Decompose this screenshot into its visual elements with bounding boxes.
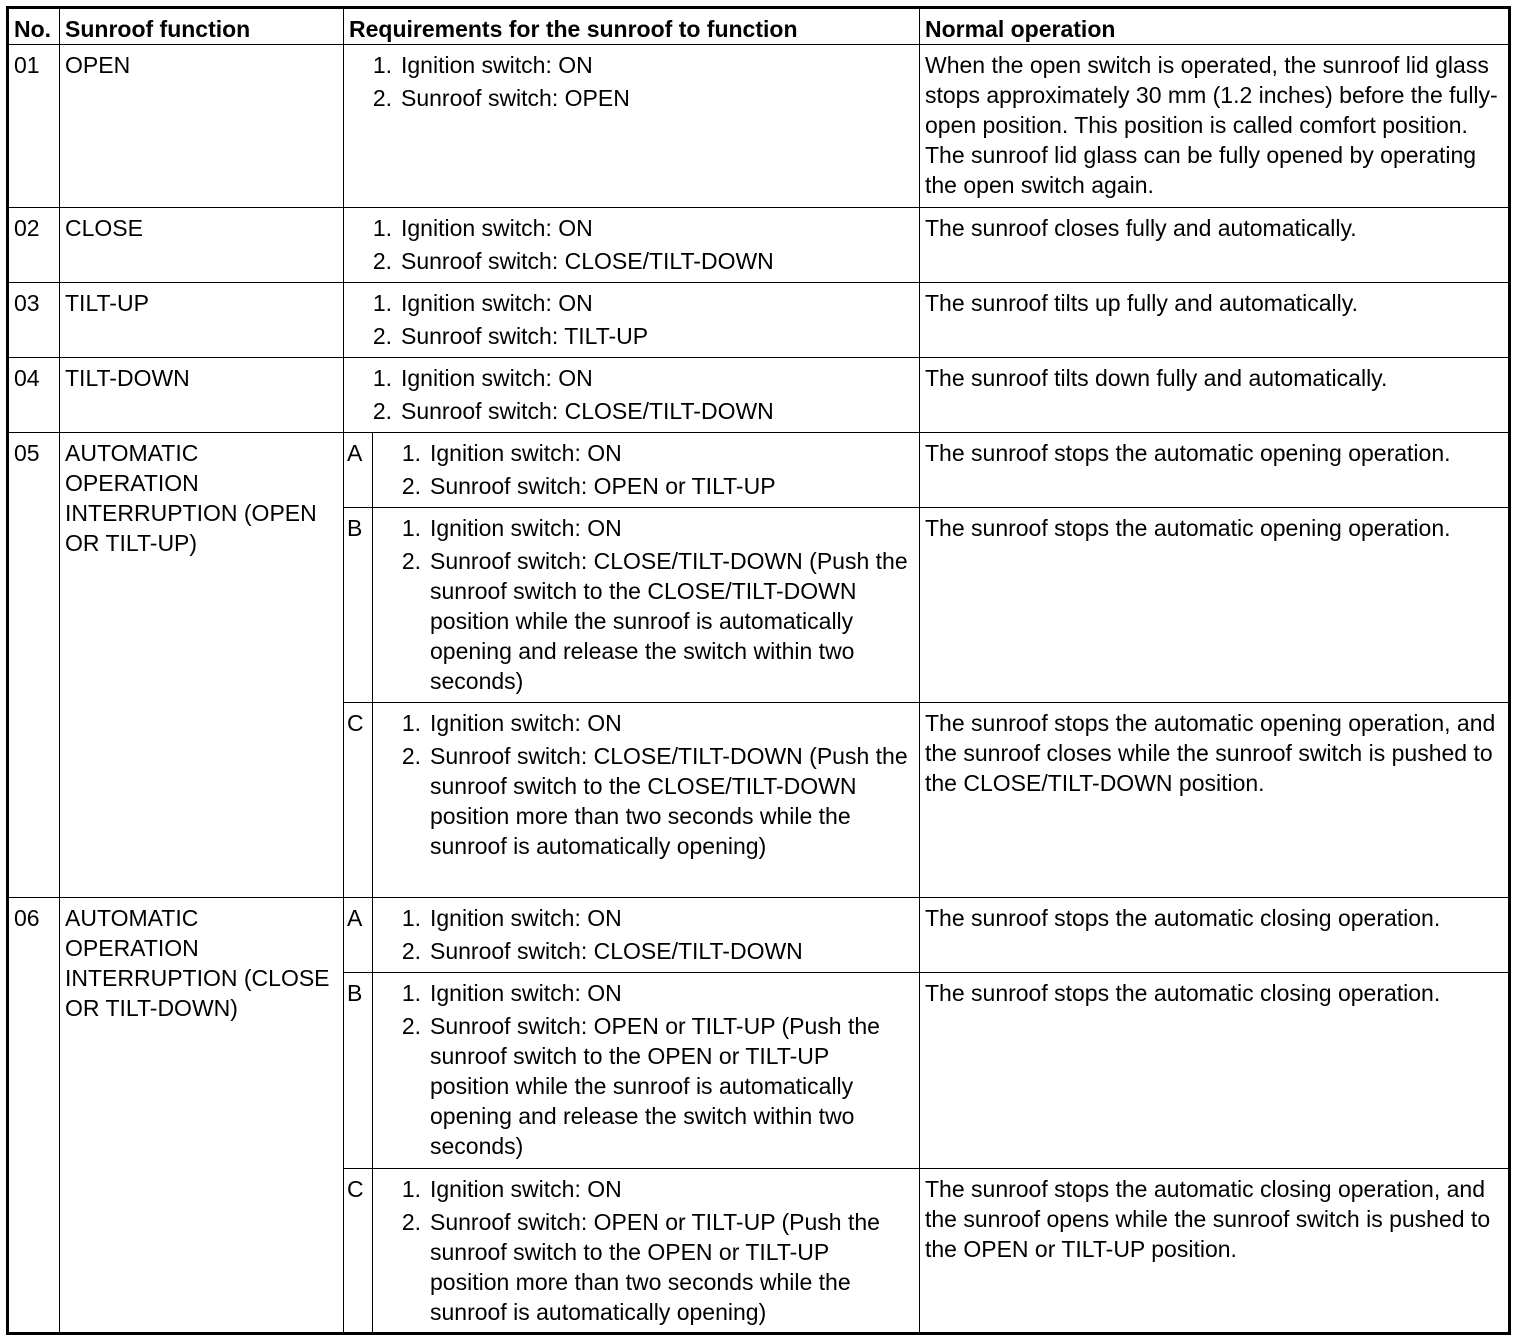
sunroof-function-table xyxy=(6,6,1511,1335)
case-letter: A xyxy=(344,433,373,508)
function-name: AUTOMATIC OPERATION INTERRUPTION (OPEN OR TILT-UP) xyxy=(60,433,344,898)
requirements-cell xyxy=(373,703,920,898)
requirement-item: 2. Sunroof switch: CLOSE/TILT-DOWN (Push the sunroof switch to the CLOSE/TILT-DOWN position while the sunroof is automatically opening and release the switch within two seconds) xyxy=(401,548,908,694)
row-number: 05 xyxy=(8,433,60,898)
row-number: 04 xyxy=(8,358,60,433)
header-requirements: Requirements for the sunroof to function xyxy=(344,8,920,45)
requirement-item: 1. Ignition switch: ON xyxy=(372,290,593,316)
requirement-item: 1. Ignition switch: ON xyxy=(401,710,622,736)
requirement-item: 2. Sunroof switch: CLOSE/TILT-DOWN xyxy=(372,248,774,274)
normal-operation: The sunroof stops the automatic closing operation, and the sunroof opens while the sunroof switch is pushed to the OPEN or TILT-UP position. xyxy=(920,1169,1510,1334)
normal-operation: The sunroof stops the automatic opening operation. xyxy=(920,433,1510,508)
function-name: OPEN xyxy=(60,45,344,208)
requirement-item: 1. Ignition switch: ON xyxy=(401,440,622,466)
requirement-item: 1. Ignition switch: ON xyxy=(372,52,593,78)
row-number: 03 xyxy=(8,283,60,358)
requirement-item: 2. Sunroof switch: CLOSE/TILT-DOWN (Push the sunroof switch to the CLOSE/TILT-DOWN position more than two seconds while the sunroof is automatically opening) xyxy=(401,743,908,859)
requirement-item: 1. Ignition switch: ON xyxy=(372,365,593,391)
requirements-list xyxy=(387,978,914,1161)
header-sunroof-function: Sunroof function xyxy=(60,8,344,45)
requirements-list xyxy=(387,903,914,966)
requirement-item: 1. Ignition switch: ON xyxy=(401,905,622,931)
requirements-cell xyxy=(344,283,920,358)
table-row xyxy=(8,358,1510,433)
function-name: TILT-DOWN xyxy=(60,358,344,433)
case-letter: B xyxy=(344,973,373,1169)
requirement-item: 2. Sunroof switch: CLOSE/TILT-DOWN xyxy=(401,938,803,964)
case-letter: B xyxy=(344,508,373,703)
requirements-cell xyxy=(344,45,920,208)
requirement-item: 2. Sunroof switch: CLOSE/TILT-DOWN xyxy=(372,398,774,424)
requirements-list xyxy=(358,363,914,426)
requirements-list xyxy=(358,213,914,276)
requirements-list xyxy=(387,708,914,861)
function-name: AUTOMATIC OPERATION INTERRUPTION (CLOSE OR TILT-DOWN) xyxy=(60,898,344,1334)
normal-operation: The sunroof tilts down fully and automatically. xyxy=(920,358,1510,433)
normal-operation: The sunroof closes fully and automatically. xyxy=(920,208,1510,283)
normal-operation: The sunroof stops the automatic opening operation, and the sunroof closes while the sunroof switch is pushed to the CLOSE/TILT-DOWN position. xyxy=(920,703,1510,898)
case-letter: C xyxy=(344,703,373,898)
requirement-item: 2. Sunroof switch: OPEN or TILT-UP (Push the sunroof switch to the OPEN or TILT-UP position more than two seconds while the sunroof is automatically opening) xyxy=(401,1209,880,1325)
requirements-list xyxy=(387,1174,914,1327)
requirement-item: 2. Sunroof switch: OPEN or TILT-UP (Push the sunroof switch to the OPEN or TILT-UP position while the sunroof is automatically opening and release the switch within two seconds) xyxy=(401,1013,880,1159)
normal-operation: The sunroof stops the automatic closing operation. xyxy=(920,898,1510,973)
requirement-item: 2. Sunroof switch: TILT-UP xyxy=(372,323,649,349)
requirement-item: 1. Ignition switch: ON xyxy=(401,515,622,541)
requirements-cell xyxy=(373,1169,920,1334)
header-normal-operation: Normal operation xyxy=(920,8,1510,45)
requirement-item: 2. Sunroof switch: OPEN or TILT-UP xyxy=(401,473,776,499)
header-no: No. xyxy=(8,8,60,45)
requirement-item: 2. Sunroof switch: OPEN xyxy=(372,85,630,111)
row-number: 01 xyxy=(8,45,60,208)
table-row xyxy=(8,898,1510,973)
table-row xyxy=(8,433,1510,508)
case-letter: A xyxy=(344,898,373,973)
requirement-item: 1. Ignition switch: ON xyxy=(401,980,622,1006)
requirements-list xyxy=(358,50,914,113)
requirements-list xyxy=(358,288,914,351)
normal-operation: The sunroof tilts up fully and automatically. xyxy=(920,283,1510,358)
requirements-cell xyxy=(344,358,920,433)
requirements-list xyxy=(387,438,914,501)
normal-operation: The sunroof stops the automatic closing operation. xyxy=(920,973,1510,1169)
requirements-cell xyxy=(344,208,920,283)
requirements-list xyxy=(387,513,914,696)
normal-operation: The sunroof stops the automatic opening operation. xyxy=(920,508,1510,703)
requirements-cell xyxy=(373,508,920,703)
function-name: CLOSE xyxy=(60,208,344,283)
requirements-cell xyxy=(373,433,920,508)
row-number: 02 xyxy=(8,208,60,283)
requirement-item: 1. Ignition switch: ON xyxy=(401,1176,622,1202)
normal-operation: When the open switch is operated, the sunroof lid glass stops approximately 30 mm (1.2 inches) before the fully-open position. This position is called comfort position. The sunroof lid glass can be fully opened by operating the open switch again. xyxy=(920,45,1510,208)
case-letter: C xyxy=(344,1169,373,1334)
table-row xyxy=(8,283,1510,358)
row-number: 06 xyxy=(8,898,60,1334)
requirements-cell xyxy=(373,898,920,973)
table-row xyxy=(8,208,1510,283)
requirement-item: 1. Ignition switch: ON xyxy=(372,215,593,241)
requirements-cell xyxy=(373,973,920,1169)
function-name: TILT-UP xyxy=(60,283,344,358)
table-row xyxy=(8,45,1510,208)
